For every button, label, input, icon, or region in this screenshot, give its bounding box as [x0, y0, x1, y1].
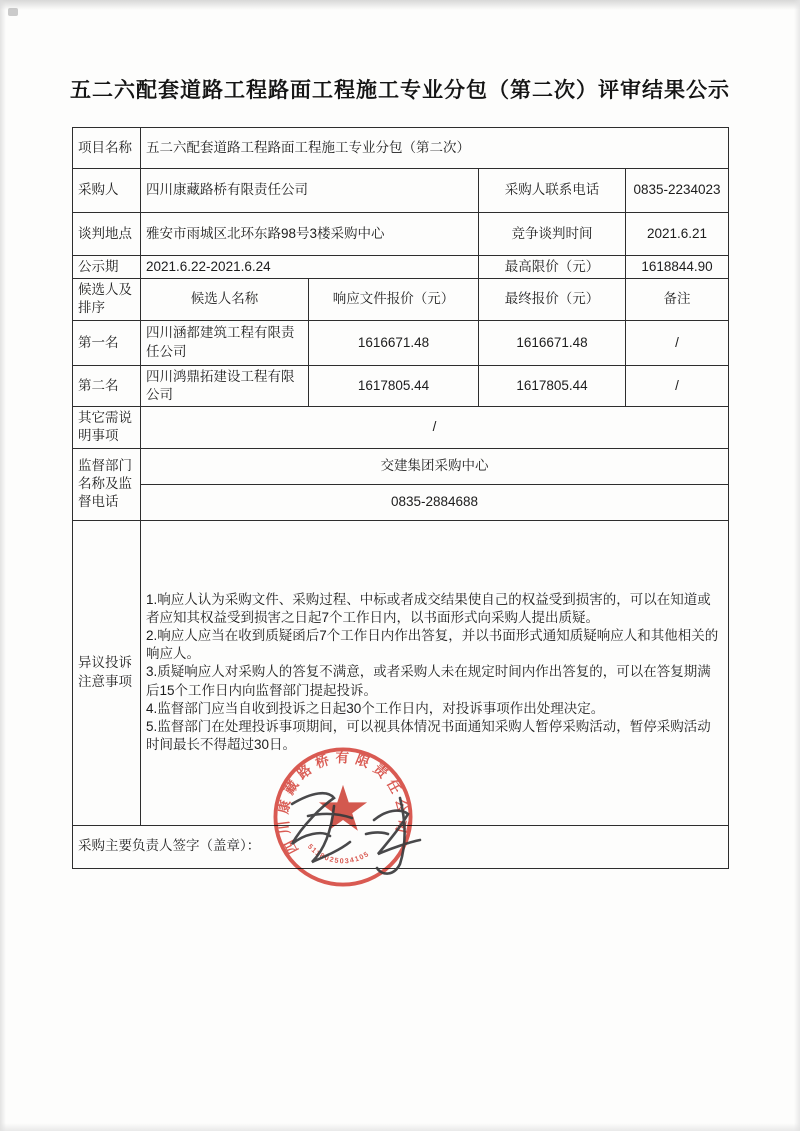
results-table [72, 127, 729, 869]
seal-number-text: 5118025034105 [305, 842, 372, 866]
other-notes-label: 其它需说明事项 [73, 407, 141, 448]
table-header-row [73, 279, 729, 320]
table-row [73, 484, 729, 520]
negotiation-time-value: 2021.6.21 [626, 213, 729, 256]
table-row [73, 256, 729, 279]
candidate-remark: / [626, 365, 729, 406]
table-row [73, 169, 729, 213]
supervision-label: 监督部门名称及监督电话 [73, 448, 141, 520]
candidate-doc-price: 1616671.48 [309, 320, 479, 365]
project-name-label: 项目名称 [73, 128, 141, 169]
candidate-row [73, 365, 729, 406]
candidate-doc-price: 1617805.44 [309, 365, 479, 406]
complaint-notes-body [141, 520, 729, 825]
candidate-name: 四川涵都建筑工程有限责任公司 [141, 320, 309, 365]
complaint-item: 2.响应人应当在收到质疑函后7个工作日内作出答复，并以书面形式通知质疑响应人和其他相关的响应人。 [146, 627, 719, 662]
other-notes-value: / [141, 407, 729, 448]
candidate-rank: 第一名 [73, 320, 141, 365]
table-row [73, 448, 729, 484]
candidate-remark: / [626, 320, 729, 365]
candidate-final-price: 1617805.44 [479, 365, 626, 406]
supervision-phone: 0835-2884688 [141, 484, 729, 520]
table-row [73, 407, 729, 448]
table-row [73, 520, 729, 825]
complaint-notes-label: 异议投诉注意事项 [73, 520, 141, 825]
purchaser-phone-label: 采购人联系电话 [479, 169, 626, 213]
supervision-dept: 交建集团采购中心 [141, 448, 729, 484]
scan-edge-left [0, 0, 6, 1131]
publicity-period-label: 公示期 [73, 256, 141, 279]
purchaser-phone-value: 0835-2234023 [626, 169, 729, 213]
project-name-value: 五二六配套道路工程路面工程施工专业分包（第二次） [141, 128, 729, 169]
final-price-header: 最终报价（元） [479, 279, 626, 320]
negotiation-time-label: 竞争谈判时间 [479, 213, 626, 256]
candidate-row [73, 320, 729, 365]
table-row [73, 213, 729, 256]
scan-edge-bottom [0, 1123, 800, 1131]
venue-label: 谈判地点 [73, 213, 141, 256]
purchaser-label: 采购人 [73, 169, 141, 213]
max-price-value: 1618844.90 [626, 256, 729, 279]
max-price-label: 最高限价（元） [479, 256, 626, 279]
seal-company-text: 四川康藏路桥有限责任公司 [275, 749, 411, 857]
signature-label: 采购主要负责人签字（盖章）： [73, 825, 729, 868]
scan-speck [8, 8, 18, 16]
table-row [73, 128, 729, 169]
scan-edge-right [794, 0, 800, 1131]
complaint-item: 1.响应人认为采购文件、采购过程、中标或者成交结果使自己的权益受到损害的，可以在知道或者应知其权益受到损害之日起7个工作日内，以书面形式向采购人提出质疑。 [146, 591, 711, 625]
page-title: 五二六配套道路工程路面工程施工专业分包（第二次）评审结果公示 [70, 79, 730, 102]
scan-edge-top [0, 0, 800, 10]
complaint-item: 5.监督部门在处理投诉事项期间，可以视具体情况书面通知采购人暂停采购活动，暂停采购活动时间最长不得超过30日。 [146, 719, 711, 753]
complaint-item: 4.监督部门应当自收到投诉之日起30个工作日内，对投诉事项作出处理决定。 [146, 700, 605, 716]
doc-price-header: 响应文件报价（元） [309, 279, 479, 320]
complaint-item: 3.质疑响应人对采购人的答复不满意，或者采购人未在规定时间内作出答复的，可以在答复期满后15个工作日内向监督部门提起投诉。 [146, 664, 711, 698]
remark-header: 备注 [626, 279, 729, 320]
signature-row [73, 825, 729, 868]
candidate-name-header: 候选人名称 [141, 279, 309, 320]
publicity-period-value: 2021.6.22-2021.6.24 [141, 256, 479, 279]
candidate-final-price: 1616671.48 [479, 320, 626, 365]
candidate-name: 四川鸿鼎拓建设工程有限公司 [141, 365, 309, 406]
rank-header: 候选人及排序 [73, 279, 141, 320]
purchaser-value: 四川康藏路桥有限责任公司 [141, 169, 479, 213]
venue-value: 雅安市雨城区北环东路98号3楼采购中心 [141, 213, 479, 256]
candidate-rank: 第二名 [73, 365, 141, 406]
